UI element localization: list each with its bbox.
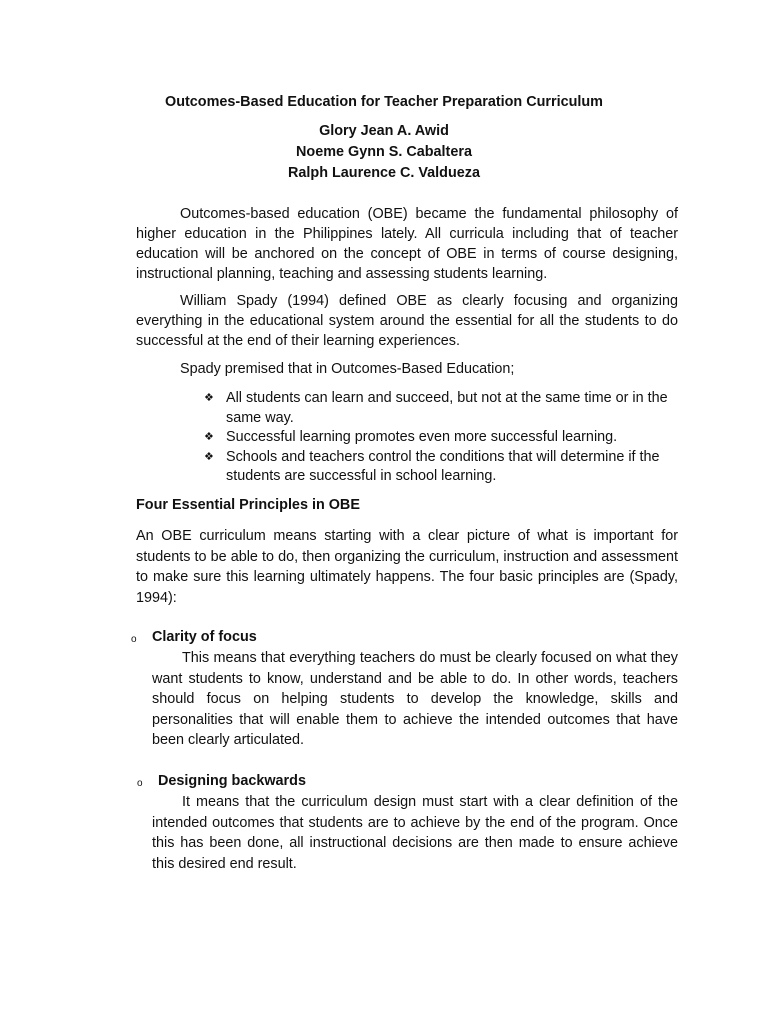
- document-title: Outcomes-Based Education for Teacher Preparation Curriculum: [165, 94, 603, 110]
- principle-title: Designing backwards: [158, 773, 306, 789]
- principle-body: This means that everything teachers do must be clearly focused on what they want students to know, understand and be able to do. In other words, teachers should focus on helping students to develop the knowledge, skills and personalities that will enable them to achieve the intended outcomes that have been clearly articulated.: [152, 650, 678, 748]
- premise-text: Successful learning promotes even more successful learning.: [226, 429, 618, 445]
- premise-list: [204, 389, 678, 487]
- list-item: [204, 389, 678, 428]
- author-name: Noeme Gynn S. Cabaltera: [296, 144, 472, 160]
- author-name: Ralph Laurence C. Valdueza: [288, 165, 480, 181]
- diamond-bullet-icon: ❖: [204, 450, 214, 463]
- circle-bullet-icon: o: [137, 778, 143, 789]
- intro-paragraph: Outcomes-based education (OBE) became the fundamental philosophy of higher education in the Philippines lately. All curricula including that of teacher education will be anchored on the concept of OBE in terms of course designing, instructional planning, teaching and assessing students learning.: [136, 206, 678, 282]
- list-item: [204, 428, 678, 448]
- section-intro-paragraph: An OBE curriculum means starting with a clear picture of what is important for students to be able to do, then organizing the curriculum, instruction and assessment to make sure this learning ultimately happens. The four basic principles are (Spady, 1994):: [136, 528, 678, 606]
- spady-premise-paragraph: Spady premised that in Outcomes-Based Education;: [180, 361, 515, 377]
- premise-text: Schools and teachers control the conditions that will determine if the students are successful in school learning.: [226, 448, 660, 484]
- author-name: Glory Jean A. Awid: [319, 123, 449, 139]
- author-list: [0, 121, 768, 184]
- spady-definition-paragraph: William Spady (1994) defined OBE as clearly focusing and organizing everything in the educational system around the essential for all the students to do successful at the end of their learning experiences.: [136, 293, 678, 349]
- principle-body: It means that the curriculum design must start with a clear definition of the intended outcomes that students are to achieve by the end of the program. Once this has been done, all instructional decisions are then made to ensure achieve this desired end result.: [152, 794, 678, 872]
- circle-bullet-icon: o: [131, 634, 137, 645]
- principle-title: Clarity of focus: [152, 629, 257, 645]
- diamond-bullet-icon: ❖: [204, 431, 214, 443]
- diamond-bullet-icon: ❖: [204, 392, 214, 404]
- premise-text: All students can learn and succeed, but not at the same time or in the same way.: [226, 390, 668, 426]
- list-item: [204, 448, 678, 487]
- section-heading: Four Essential Principles in OBE: [136, 497, 360, 513]
